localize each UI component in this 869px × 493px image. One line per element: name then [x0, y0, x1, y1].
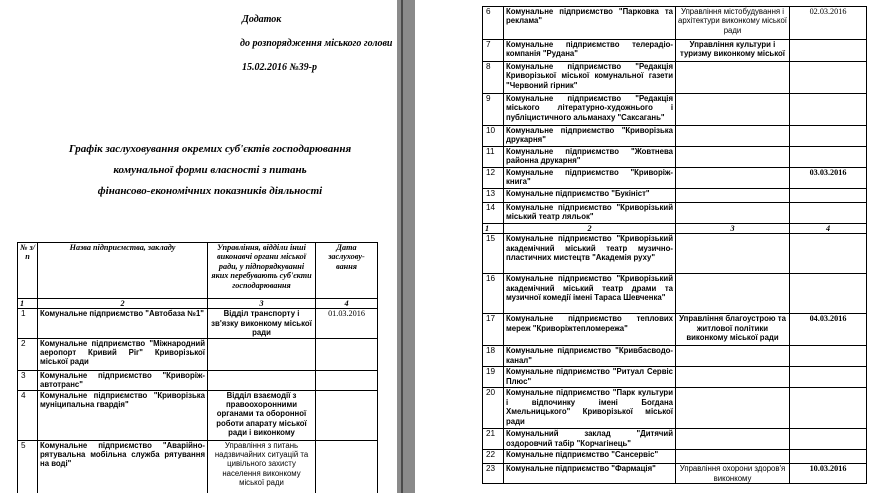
row-number: 8: [483, 62, 504, 94]
row-number: 13: [483, 189, 504, 203]
department-name: Управління з питань надзвичайних ситуацій та цивільного захисту населення виконкому міської ради: [208, 440, 316, 493]
hearing-date: [790, 40, 867, 62]
department-name: [676, 346, 790, 367]
hearing-date: [790, 450, 867, 464]
appendix-order-date: 15.02.2016 №39-р: [242, 62, 317, 73]
row-number: 18: [483, 346, 504, 367]
header-hearing-date: Дата заслухову-вання: [316, 243, 378, 299]
hearing-date: [790, 94, 867, 126]
enterprise-name: Комунальне підприємство "Ритуал Сервіс Плюс": [504, 367, 676, 388]
row-number: 4: [18, 390, 38, 440]
table-row: [483, 346, 867, 367]
table-header-row: [18, 243, 378, 299]
hearing-date: [316, 440, 378, 493]
index-cell: 1: [18, 299, 38, 309]
table-row: [483, 429, 867, 450]
enterprise-name: Комунальне підприємство "Криворізький академічний міський театр музично-пластичних мистецтв "Академія руху": [504, 234, 676, 274]
enterprise-name: Комунальне підприємство "Жовтнева районна друкарня": [504, 147, 676, 168]
column-index-row: [483, 224, 867, 234]
appendix-label: Додаток: [242, 14, 282, 25]
hearing-date: [790, 189, 867, 203]
table-body-a: [483, 7, 867, 224]
hearing-date: [790, 388, 867, 429]
document-title: [30, 139, 390, 202]
document-page-left: [0, 0, 397, 493]
schedule-table-left: [17, 242, 378, 493]
hearing-date: 01.03.2016: [316, 309, 378, 338]
table-row: [18, 338, 378, 370]
hearing-date: 10.03.2016: [790, 464, 867, 484]
row-number: 16: [483, 274, 504, 314]
row-number: 17: [483, 314, 504, 346]
row-number: 1: [18, 309, 38, 338]
enterprise-name: Комунальне підприємство "Сансервіс": [504, 450, 676, 464]
hearing-date: 04.03.2016: [790, 314, 867, 346]
title-line-3: фінансово-економічних показників діяльності: [97, 185, 323, 197]
department-name: [676, 126, 790, 147]
row-number: 3: [18, 370, 38, 390]
table-row: [483, 450, 867, 464]
index-cell: 4: [316, 299, 378, 309]
hearing-date: 02.03.2016: [790, 7, 867, 40]
appendix-order-ref: до розпорядження міського голови: [240, 38, 393, 49]
hearing-date: [316, 390, 378, 440]
enterprise-name: Комунальне підприємство "Криворізький академічний міський театр драми та музичної комедії імені Тараса Шевченка": [504, 274, 676, 314]
row-number: 19: [483, 367, 504, 388]
appendix-header: [200, 8, 393, 80]
enterprise-name: Комунальне підприємство "Криворізька друкарня": [504, 126, 676, 147]
department-name: [676, 274, 790, 314]
header-enterprise-name: Назва підприємства, закладу: [38, 243, 208, 299]
table-row: [483, 388, 867, 429]
table-row: [483, 464, 867, 484]
department-name: [676, 189, 790, 203]
table-row: [483, 189, 867, 203]
header-number: № з/п: [18, 243, 38, 299]
hearing-date: [790, 367, 867, 388]
viewer-page-gap: [397, 0, 415, 493]
department-name: [676, 203, 790, 224]
hearing-date: [790, 62, 867, 94]
header-department: Управління, відділи інші виконавчі органи міської ради, у підпорядкуванні яких перебувають суб'єкти господарювання: [208, 243, 316, 299]
enterprise-name: Комунальне підприємство "Кривбасводо-канал": [504, 346, 676, 367]
hearing-date: [790, 234, 867, 274]
enterprise-name: Комунальне підприємство "Парковка та реклама": [504, 7, 676, 40]
row-number: 15: [483, 234, 504, 274]
table-row: [483, 7, 867, 40]
table-row: [483, 274, 867, 314]
hearing-date: [790, 346, 867, 367]
department-name: Відділ взаємодії з правоохоронними органами та оборонної роботи апарату міської ради і виконкому: [208, 390, 316, 440]
enterprise-name: Комунальне підприємство "Криворізький міський театр ляльок": [504, 203, 676, 224]
viewer-divider-line: [401, 0, 403, 493]
row-number: 7: [483, 40, 504, 62]
department-name: [676, 147, 790, 168]
title-line-2: комунальної форми власності з питань: [113, 164, 307, 176]
table-row: [18, 390, 378, 440]
index-cell: 3: [676, 224, 790, 234]
hearing-date: [316, 338, 378, 370]
table-row: [483, 168, 867, 189]
enterprise-name: Комунальне підприємство "Автобаза №1": [38, 309, 208, 338]
enterprise-name: Комунальне підприємство "Букініст": [504, 189, 676, 203]
row-number: 5: [18, 440, 38, 493]
row-number: 22: [483, 450, 504, 464]
enterprise-name: Комунальне підприємство "Міжнародний аеропорт Кривий Ріг" Криворізької міської ради: [38, 338, 208, 370]
department-name: [676, 62, 790, 94]
row-number: 14: [483, 203, 504, 224]
table-row: [483, 314, 867, 346]
department-name: [676, 168, 790, 189]
table-row: [483, 62, 867, 94]
department-name: Управління культури і туризму виконкому міської: [676, 40, 790, 62]
table-row: [483, 40, 867, 62]
index-cell: 2: [504, 224, 676, 234]
table-row: [483, 203, 867, 224]
enterprise-name: Комунальне підприємство телерадіо-компанія "Рудана": [504, 40, 676, 62]
column-index-row: [18, 299, 378, 309]
table-row: [483, 234, 867, 274]
title-line-1: Графік заслуховування окремих суб'єктів господарювання: [68, 143, 352, 155]
enterprise-name: Комунальне підприємство "Криворізька муніципальна гвардія": [38, 390, 208, 440]
table-row: [18, 370, 378, 390]
department-name: [676, 94, 790, 126]
table-row: [483, 367, 867, 388]
enterprise-name: Комунальне підприємство теплових мереж "Криворіжтепломережа": [504, 314, 676, 346]
row-number: 20: [483, 388, 504, 429]
table-row: [18, 440, 378, 493]
table-body-b: [483, 224, 867, 484]
row-number: 10: [483, 126, 504, 147]
hearing-date: [316, 370, 378, 390]
index-cell: 4: [790, 224, 867, 234]
enterprise-name: Комунальне підприємство "Фармація": [504, 464, 676, 484]
hearing-date: [790, 203, 867, 224]
enterprise-name: Комунальне підприємство "Аварійно-рятувальна мобільна служба рятування на воді": [38, 440, 208, 493]
row-number: 9: [483, 94, 504, 126]
department-name: [676, 234, 790, 274]
row-number: 6: [483, 7, 504, 40]
department-name: [208, 338, 316, 370]
enterprise-name: Комунальне підприємство "Редакція міського літературно-художнього і публіцистичного альманаху "Саксагань": [504, 94, 676, 126]
table-row: [18, 309, 378, 338]
enterprise-name: Комунальний заклад "Дитячий оздоровчий табір "Корчагінець": [504, 429, 676, 450]
schedule-table-right: [482, 6, 867, 484]
enterprise-name: Комунальне підприємство "Криворіж-автотранс": [38, 370, 208, 390]
hearing-date: [790, 147, 867, 168]
enterprise-name: Комунальне підприємство "Криворіж-книга": [504, 168, 676, 189]
index-cell: 1: [483, 224, 504, 234]
row-number: 23: [483, 464, 504, 484]
hearing-date: 03.03.2016: [790, 168, 867, 189]
hearing-date: [790, 429, 867, 450]
department-name: Відділ транспорту і зв'язку виконкому міської ради: [208, 309, 316, 338]
index-cell: 2: [38, 299, 208, 309]
department-name: [676, 388, 790, 429]
document-page-right: [415, 0, 869, 493]
hearing-date: [790, 126, 867, 147]
row-number: 2: [18, 338, 38, 370]
department-name: Управління охорони здоров'я виконкому: [676, 464, 790, 484]
row-number: 21: [483, 429, 504, 450]
index-cell: 3: [208, 299, 316, 309]
hearing-date: [790, 274, 867, 314]
table-row: [483, 147, 867, 168]
department-name: Управління містобудування і архітектури виконкому міської ради: [676, 7, 790, 40]
department-name: [676, 450, 790, 464]
department-name: [676, 367, 790, 388]
department-name: [208, 370, 316, 390]
enterprise-name: Комунальне підприємство "Редакція Криворізької міської комунальної газети "Червоний гірник": [504, 62, 676, 94]
table-row: [483, 94, 867, 126]
enterprise-name: Комунальне підприємство "Парк культури і відпочинку імені Богдана Хмельницького" Криворізької міської ради: [504, 388, 676, 429]
row-number: 12: [483, 168, 504, 189]
table-row: [483, 126, 867, 147]
row-number: 11: [483, 147, 504, 168]
department-name: Управління благоустрою та житлової політики виконкому міської ради: [676, 314, 790, 346]
department-name: [676, 429, 790, 450]
